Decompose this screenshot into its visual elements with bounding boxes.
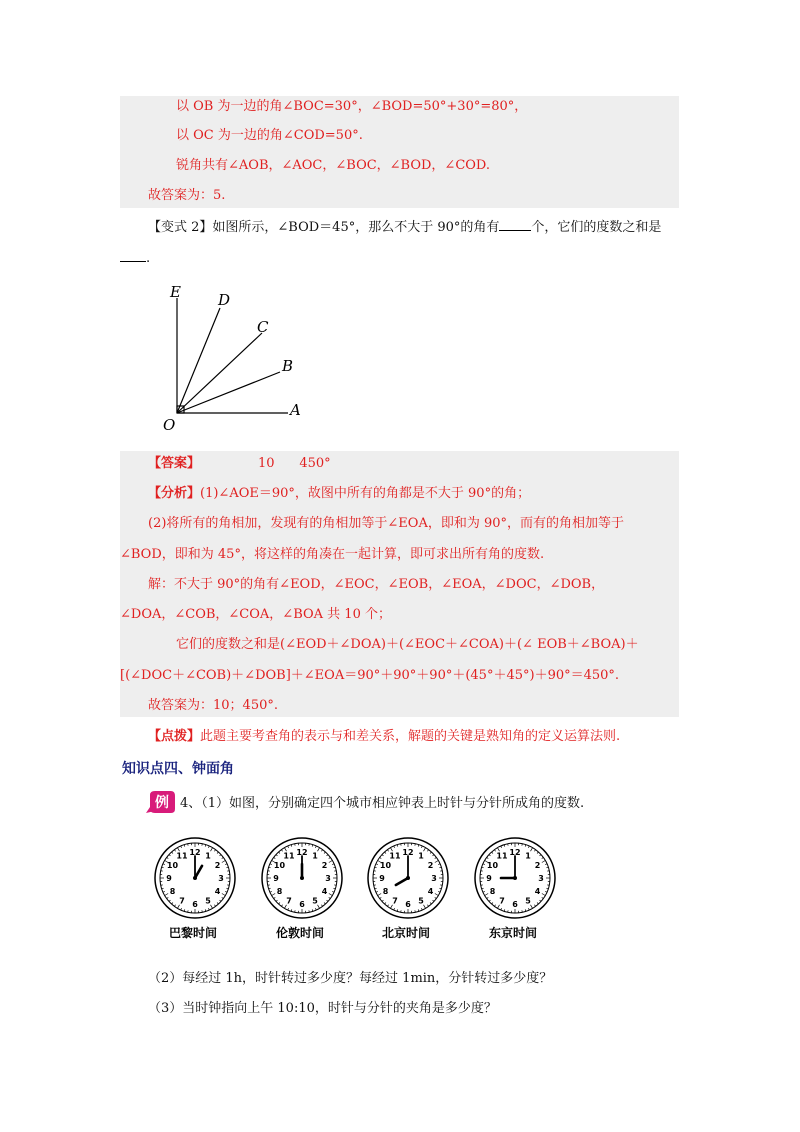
clock-numeral: 2 [534,861,541,870]
clock-numeral: 11 [176,851,188,861]
variant-question [148,218,661,237]
solution-line3: 它们的度数之和是(∠EOD＋∠DOA)＋(∠EOC＋∠COA)＋(∠ EOB＋∠BOA)＋ [176,637,639,652]
clock-numeral: 8 [169,887,176,896]
variant-text: 如图所示，∠BOD＝45°，那么不大于 90°的角有 [212,220,500,235]
example-badge [146,789,176,815]
analysis-line3: ∠BOD，即和为 45°，将这样的角凑在一起计算，即可求出所有角的度数. [120,547,545,562]
label-E: E [170,283,181,301]
clock-label: 伦敦时间 [276,926,325,940]
analysis-line1 [148,485,530,503]
clock-numeral: 5 [418,896,424,906]
answer-line [148,455,331,473]
clock-face [260,836,344,920]
label-C: C [257,318,269,336]
clock-numeral: 8 [382,887,389,896]
solution-line5: 故答案为：10；450°. [148,698,278,713]
example-badge-text: 例 [155,795,169,811]
clock-numeral: 2 [214,861,221,870]
label-A: A [290,401,301,419]
ray-OC [177,333,262,413]
clock-numeral: 12 [296,848,308,857]
analysis-tag: 【分析】 [148,486,201,501]
tip-text: 此题主要考查角的表示与和差关系，解题的关键是熟知角的定义运算法则. [200,729,621,744]
clock-numeral: 12 [189,848,201,857]
section-heading: 知识点四、钟面角 [122,761,234,777]
clock-numeral: 7 [392,896,398,906]
clock-numeral: 6 [405,900,411,909]
clock-numeral: 7 [179,896,185,906]
clock-numeral: 9 [379,874,385,883]
clock-numeral: 10 [273,861,286,870]
blank-sum [120,249,146,262]
analysis-line2: (2)将所有的角相加，发现有的角相加等于∠EOA，即和为 90°，而有的角相加等于 [148,516,625,531]
clock-numeral: 11 [283,851,295,861]
clock-numeral: 2 [321,861,328,870]
clock-numeral: 3 [431,874,437,883]
clock-numeral: 4 [427,887,434,896]
clock-numeral: 9 [273,874,279,883]
analysis-text1: (1)∠AOE＝90°，故图中所有的角都是不大于 90°的角； [200,486,531,501]
box1-line2: 以 OC 为一边的角∠COD=50°. [176,128,363,143]
label-B: B [282,357,294,375]
variant-tag: 【变式 2】 [148,220,213,235]
clock-numeral: 10 [379,861,392,870]
clock-numeral: 5 [312,896,318,906]
solution-line1: 解：不大于 90°的角有∠EOD，∠EOC，∠EOB，∠EOA，∠DOC，∠DOB， [148,577,605,592]
clock-numeral: 12 [509,848,521,857]
ray-OB [177,372,280,413]
clock-label: 东京时间 [489,926,538,940]
clock-numeral: 2 [427,861,434,870]
clock-numeral: 5 [525,896,531,906]
clock-numeral: 11 [496,851,508,861]
solution-line4: [(∠DOC＋∠COB)＋∠DOB]＋∠EOA＝90°＋90°＋90°＋(45°＋45°)＋90°＝450°. [120,668,620,683]
clock-numeral: 3 [325,874,331,883]
clock-numeral: 4 [534,887,541,896]
blank-count [499,218,531,231]
clock-numeral: 1 [205,851,211,861]
clock-face [473,836,557,920]
ray-OD [177,308,220,413]
variant-end: . [146,251,151,266]
clock-numeral: 7 [286,896,292,906]
clock-numeral: 6 [512,900,518,909]
clock-numeral: 10 [486,861,499,870]
clock-numeral: 8 [276,887,283,896]
label-D: D [218,291,231,309]
box1-line1: 以 OB 为一边的角∠BOC=30°，∠BOD=50°+30°=80°， [176,99,528,114]
variant-mid: 个，它们的度数之和是 [531,220,662,235]
label-O: O [163,416,176,434]
solution-line2: ∠DOA，∠COB，∠COA，∠BOA 共 10 个； [120,607,391,622]
clock-numeral: 1 [312,851,318,861]
variant-question-cont [120,249,150,268]
clock-label: 北京时间 [382,926,431,940]
clock-numeral: 9 [166,874,172,883]
box1-line3: 锐角共有∠AOB，∠AOC，∠BOC，∠BOD，∠COD. [176,158,491,173]
clock-numeral: 3 [218,874,224,883]
box1-line4: 故答案为：5. [148,188,226,203]
clock-numeral: 11 [389,851,401,861]
clock-label: 巴黎时间 [169,926,218,940]
clock-numeral: 4 [214,887,221,896]
clock-numeral: 9 [486,874,492,883]
clock-numeral: 10 [166,861,179,870]
angle-figure [150,278,320,438]
clock-numeral: 1 [418,851,424,861]
clock-numeral: 4 [321,887,328,896]
question-2: （2）每经过 1h，时针转过多少度？每经过 1min，分针转过多少度？ [148,971,553,986]
clock-numeral: 3 [538,874,544,883]
clock-face [366,836,450,920]
clock-numeral: 7 [499,896,505,906]
clock-face [153,836,237,920]
tip-tag: 【点拨】 [148,729,201,744]
clock-numeral: 1 [525,851,531,861]
clock-numeral: 12 [402,848,414,857]
answer-values: 10 450° [258,456,331,471]
example-text: 4、（1）如图，分别确定四个城市相应钟表上时针与分针所成角的度数. [180,796,585,811]
answer-tag: 【答案】 [148,456,201,471]
clock-numeral: 5 [205,896,211,906]
clock-numeral: 8 [489,887,496,896]
clock-numeral: 6 [192,900,198,909]
tip-line [148,728,620,746]
clock-numeral: 6 [299,900,305,909]
question-3: （3）当时钟指向上午 10:10，时针与分针的夹角是多少度？ [148,1001,497,1016]
